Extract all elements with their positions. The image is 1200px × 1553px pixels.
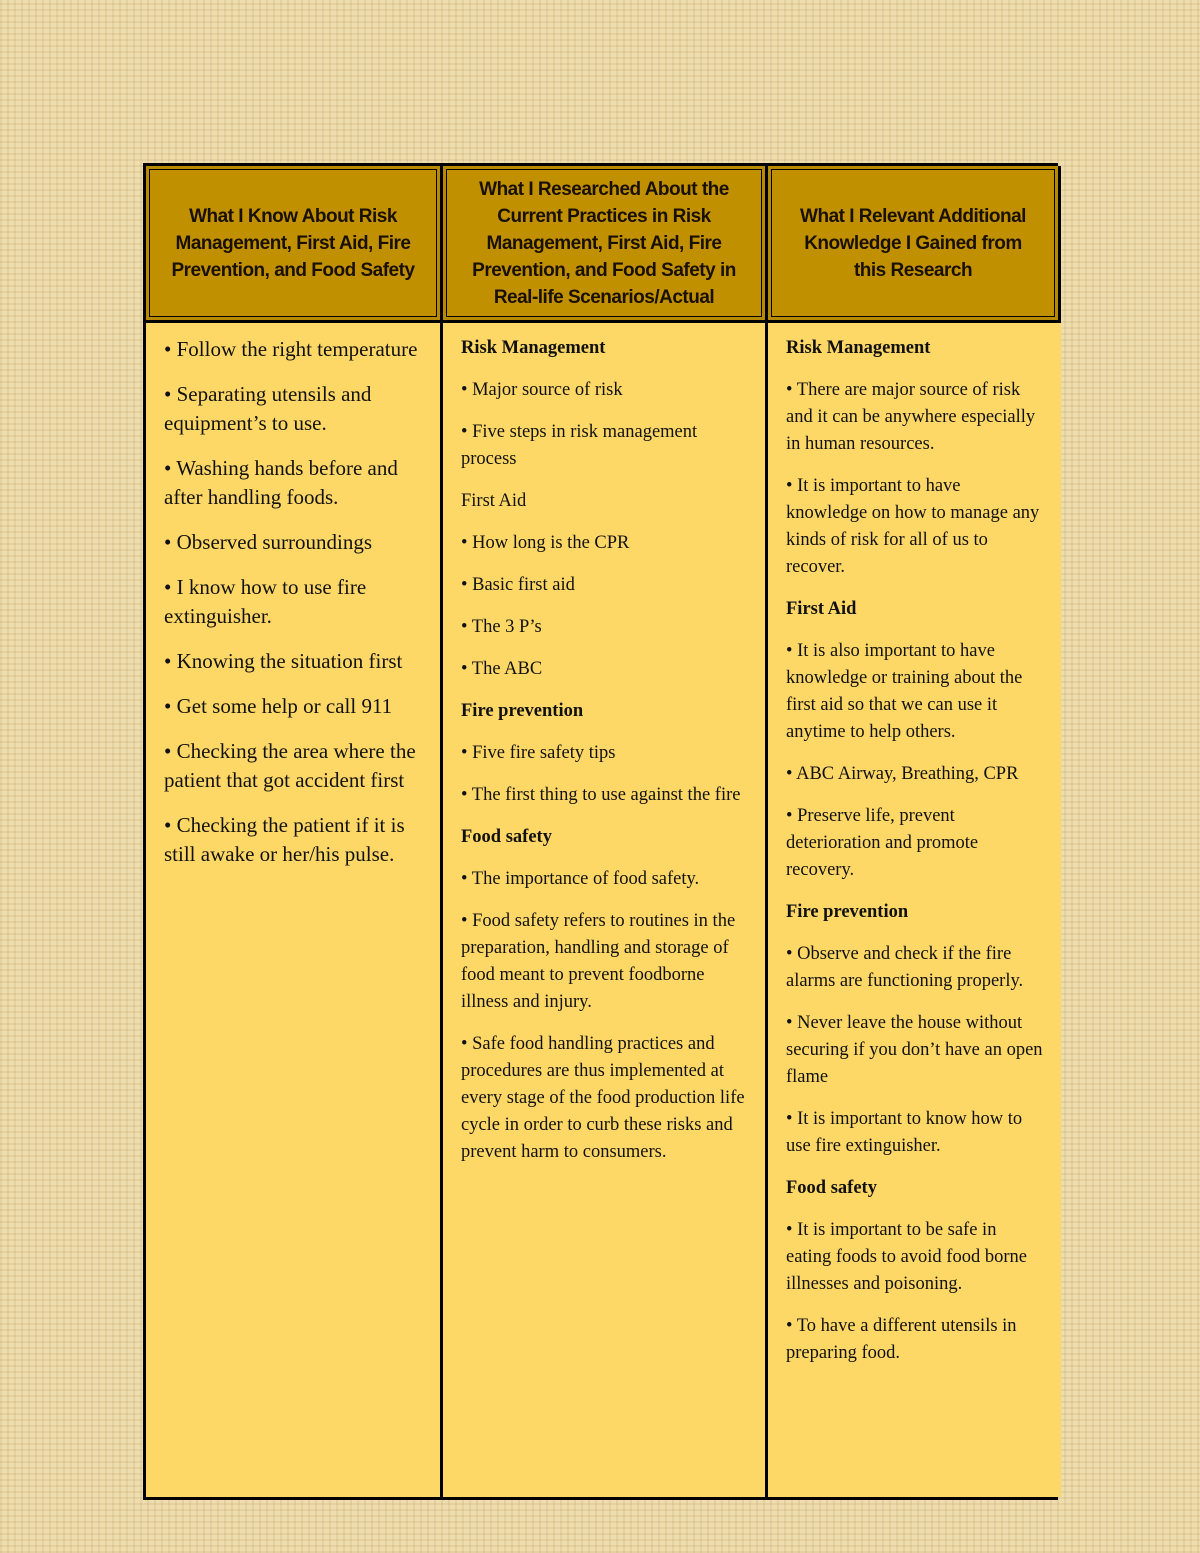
list-item: • The importance of food safety. [461,869,700,889]
list-item: • Five fire safety tips [461,743,616,763]
list-item: • Basic first aid [461,575,575,595]
list-item: • Major source of risk [461,380,623,400]
column-what-i-know [146,323,443,1497]
section-title-fire-prevention: Fire prevention [786,902,909,922]
list-item: • Knowing the situation first [164,649,403,673]
list-item: • Observe and check if the fire alarms are functioning properly. [786,944,1024,991]
list-item: • It is important to know how to use fire extinguisher. [786,1109,1023,1156]
list-item: • Preserve life, prevent deterioration and promote recovery. [786,806,979,880]
list-item: • Washing hands before and after handling foods. [164,456,398,509]
list-item: • ABC Airway, Breathing, CPR [786,764,1019,784]
column-additional-knowledge [768,323,1061,1497]
section-title-first-aid: First Aid [786,599,857,619]
list-item: • Never leave the house without securing if you don’t have an open flame [786,1013,1043,1087]
kwl-table [143,163,1058,1500]
list-item: • Observed surroundings [164,530,372,554]
list-item: • Get some help or call 911 [164,694,393,718]
header-additional-knowledge: What I Relevant Additional Knowledge I Gained from this Research [768,166,1061,323]
header-what-i-know: What I Know About Risk Management, First Aid, Fire Prevention, and Food Safety [146,166,443,323]
section-title-risk-management: Risk Management [461,338,606,358]
list-item: • Checking the area where the patient that got accident first [164,739,416,792]
list-item: • Follow the right temperature [164,337,418,361]
header-what-i-researched: What I Researched About the Current Practices in Risk Management, First Aid, Fire Prevention, and Food Safety in Real-life Scenarios/Actual [443,166,768,323]
list-item: • To have a different utensils in preparing food. [786,1316,1017,1363]
list-item: • Checking the patient if it is still awake or her/his pulse. [164,813,405,866]
column-what-i-researched [443,323,768,1497]
section-title-food-safety: Food safety [786,1178,877,1198]
list-item: • It is important to have knowledge on how to manage any kinds of risk for all of us to recover. [786,476,1040,577]
list-item: • How long is the CPR [461,533,630,553]
list-item: • Food safety refers to routines in the preparation, handling and storage of food meant to prevent foodborne illness and injury. [461,911,736,1012]
section-title-risk-management: Risk Management [786,338,931,358]
list-item: • Five steps in risk management process [461,422,698,469]
list-item: • Safe food handling practices and procedures are thus implemented at every stage of the food production life cycle in order to curb these risks and prevent harm to consumers. [461,1034,745,1162]
list-item: • It is important to be safe in eating foods to avoid food borne illnesses and poisoning. [786,1220,1027,1294]
list-item: • The ABC [461,659,543,679]
list-item: • It is also important to have knowledge or training about the first aid so that we can use it anytime to help others. [786,641,1023,742]
list-item: • There are major source of risk and it can be anywhere especially in human resources. [786,380,1036,454]
section-title-fire-prevention: Fire prevention [461,701,584,721]
list-item: • The 3 P’s [461,617,542,637]
list-item: • The first thing to use against the fire [461,785,741,805]
section-title-food-safety: Food safety [461,827,552,847]
list-item: • I know how to use fire extinguisher. [164,575,367,628]
list-item: • Separating utensils and equipment’s to use. [164,382,372,435]
section-title-first-aid: First Aid [461,491,527,511]
